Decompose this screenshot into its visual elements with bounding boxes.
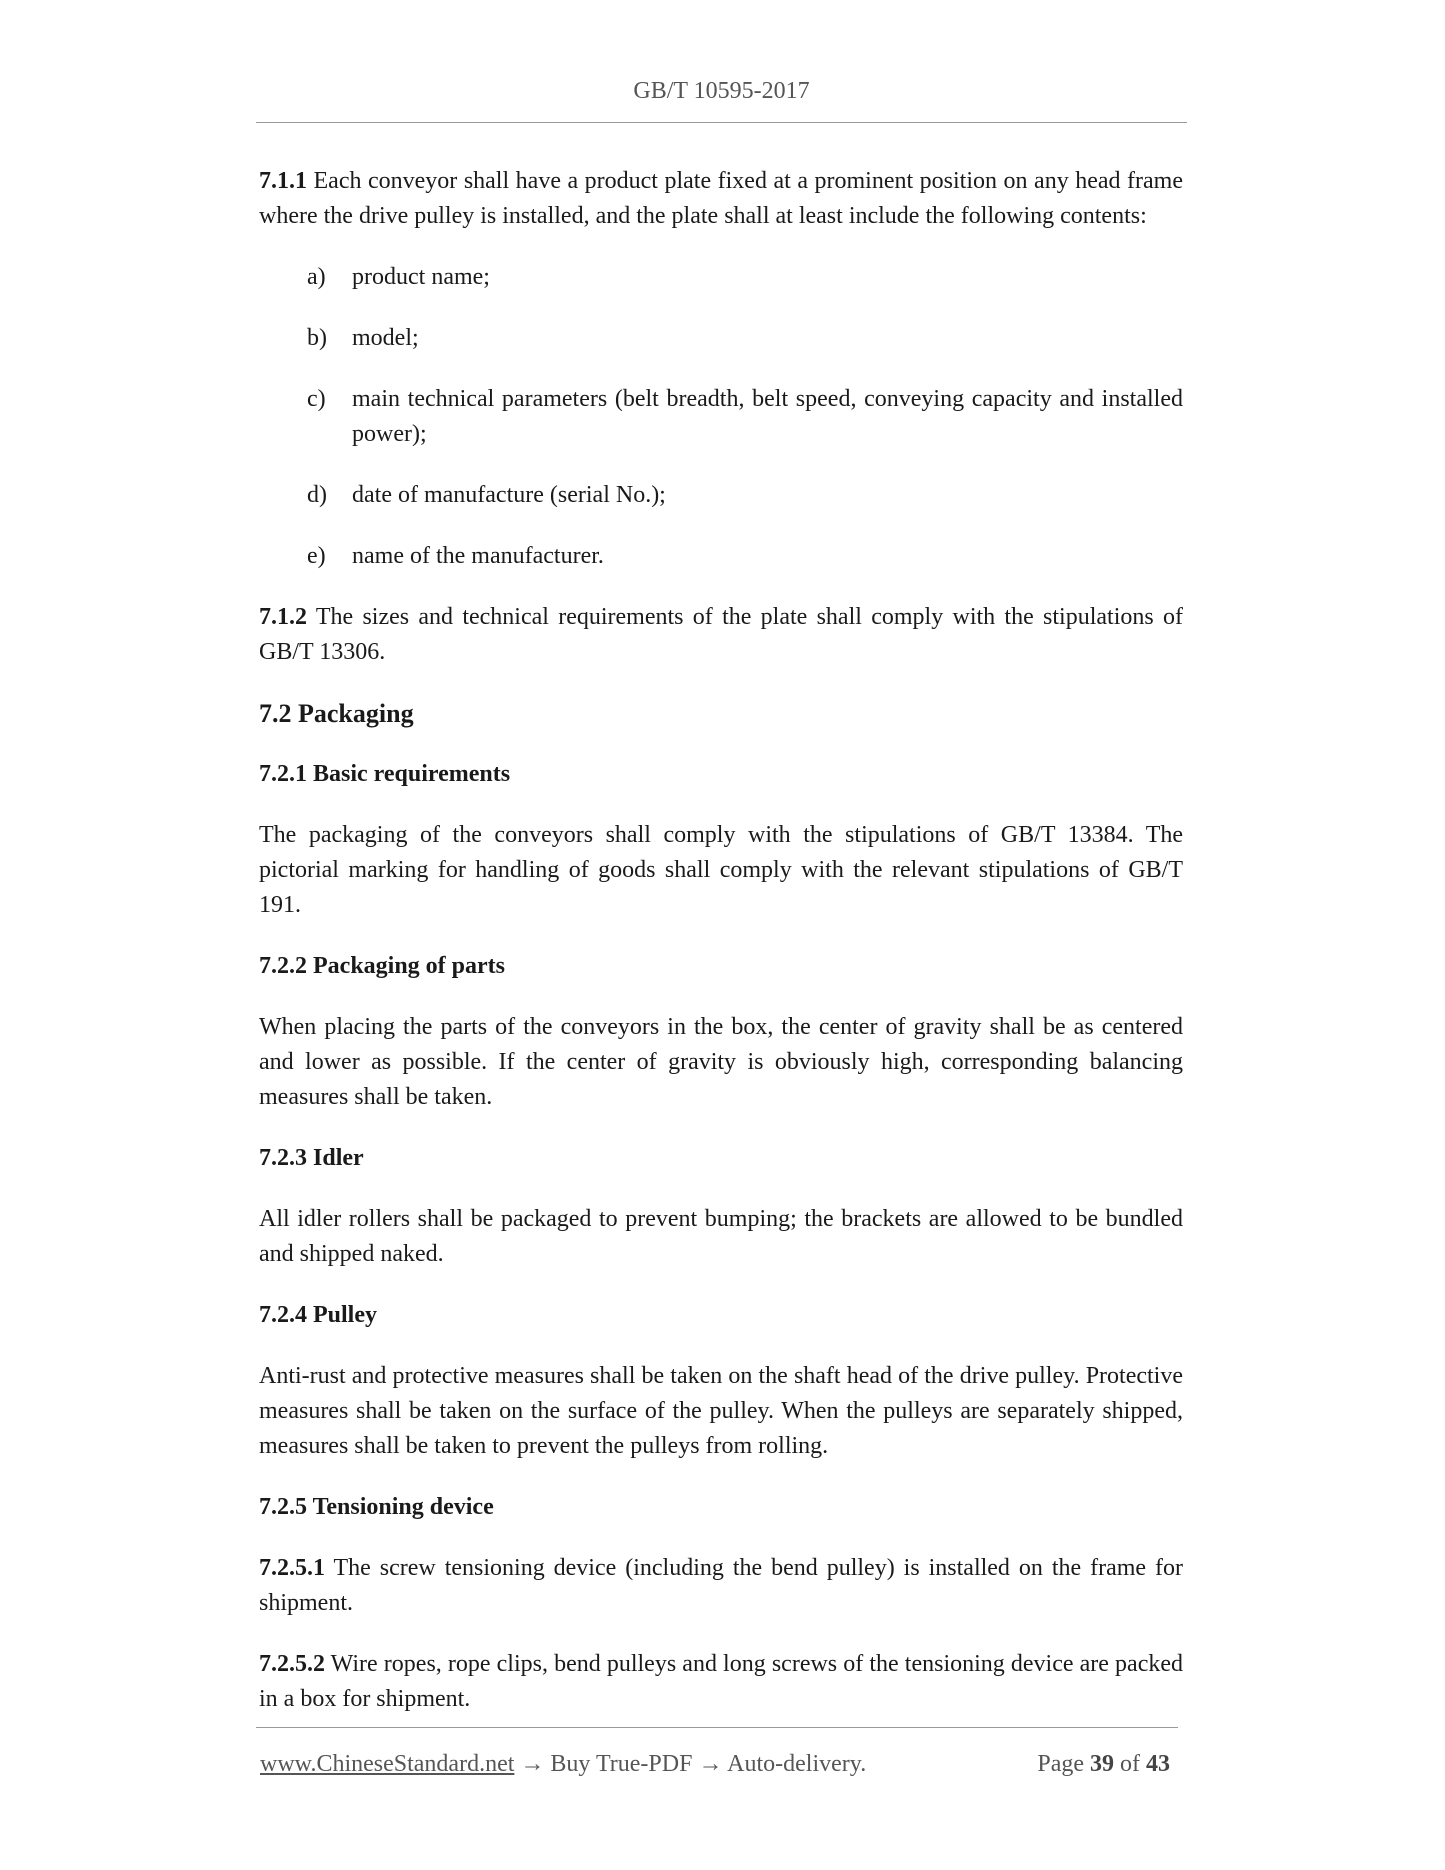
clause-7-1-2 xyxy=(259,600,1183,670)
subsection-heading-tensioning-device: 7.2.5 Tensioning device xyxy=(259,1494,494,1520)
list-text: name of the manufacturer. xyxy=(352,543,604,569)
website-link[interactable]: www.ChineseStandard.net xyxy=(260,1751,515,1777)
list-item xyxy=(307,321,1183,356)
clause-text: The screw tensioning device (including the bend pulley) is installed on the frame for shipment. xyxy=(259,1555,1183,1616)
arrow-right-icon: → xyxy=(698,1751,723,1777)
list-item xyxy=(307,382,1183,452)
of-word: of xyxy=(1120,1751,1140,1777)
clause-text: The sizes and technical requirements of the plate shall comply with the stipulations of GB/T 13306. xyxy=(259,604,1183,665)
list-item xyxy=(307,260,1183,295)
arrow-right-icon: → xyxy=(520,1751,545,1777)
clause-7-1-1 xyxy=(259,164,1183,234)
clause-number: 7.1.2 xyxy=(259,604,307,630)
clause-text: Each conveyor shall have a product plate fixed at a prominent position on any head frame where the drive pulley is installed, and the plate shall at least include the following contents: xyxy=(259,168,1183,229)
subsection-heading-idler: 7.2.3 Idler xyxy=(259,1145,364,1171)
page-header: GB/T 10595-2017 xyxy=(633,78,810,104)
page-indicator xyxy=(1037,1748,1170,1780)
list-text: date of manufacture (serial No.); xyxy=(352,482,666,508)
list-label: e) xyxy=(307,543,326,569)
plate-contents-list xyxy=(259,260,1183,574)
subsection-heading-basic-requirements: 7.2.1 Basic requirements xyxy=(259,761,511,787)
clause-text: Wire ropes, rope clips, bend pulleys and long screws of the tensioning device are packed in a box for shipment. xyxy=(259,1651,1183,1712)
clause-7-2-5-2 xyxy=(259,1647,1183,1717)
footer-promo xyxy=(260,1748,866,1780)
list-text: product name; xyxy=(352,264,490,290)
section-heading-packaging: 7.2 Packaging xyxy=(259,699,414,728)
buy-pdf-text: Buy True-PDF xyxy=(550,1751,693,1777)
page-word: Page xyxy=(1037,1751,1084,1777)
clause-number: 7.1.1 xyxy=(259,168,307,194)
auto-delivery-text: Auto-delivery. xyxy=(727,1751,867,1777)
list-text: model; xyxy=(352,325,419,351)
clause-7-2-5-1 xyxy=(259,1551,1183,1621)
list-label: c) xyxy=(307,386,326,412)
subsection-heading-packaging-of-parts: 7.2.2 Packaging of parts xyxy=(259,953,505,979)
paragraph-idler: All idler rollers shall be packaged to prevent bumping; the brackets are allowed to be bundled and shipped naked. xyxy=(259,1206,1183,1267)
header-divider xyxy=(256,122,1187,123)
list-item xyxy=(307,478,1183,513)
list-label: d) xyxy=(307,482,327,508)
paragraph-packaging-of-parts: When placing the parts of the conveyors in the box, the center of gravity shall be as centered and lower as possible. If the center of gravity is obviously high, corresponding balancing measures shall be taken. xyxy=(259,1014,1183,1110)
list-item xyxy=(307,539,1183,574)
list-label: a) xyxy=(307,264,326,290)
clause-number: 7.2.5.2 xyxy=(259,1651,325,1677)
total-pages: 43 xyxy=(1146,1751,1170,1777)
paragraph-basic-requirements: The packaging of the conveyors shall comply with the stipulations of GB/T 13384. The pictorial marking for handling of goods shall comply with the relevant stipulations of GB/T 191. xyxy=(259,822,1183,918)
document-body xyxy=(259,164,1183,1717)
paragraph-pulley: Anti-rust and protective measures shall be taken on the shaft head of the drive pulley. Protective measures shall be taken on the surface of the pulley. When the pulleys are separately shipped, measures shall be taken to prevent the pulleys from rolling. xyxy=(259,1363,1183,1459)
page-number: 39 xyxy=(1090,1751,1114,1777)
list-text: main technical parameters (belt breadth, belt speed, conveying capacity and installed power); xyxy=(352,386,1183,447)
list-label: b) xyxy=(307,325,327,351)
footer-divider xyxy=(256,1727,1178,1728)
clause-number: 7.2.5.1 xyxy=(259,1555,325,1581)
subsection-heading-pulley: 7.2.4 Pulley xyxy=(259,1302,377,1328)
